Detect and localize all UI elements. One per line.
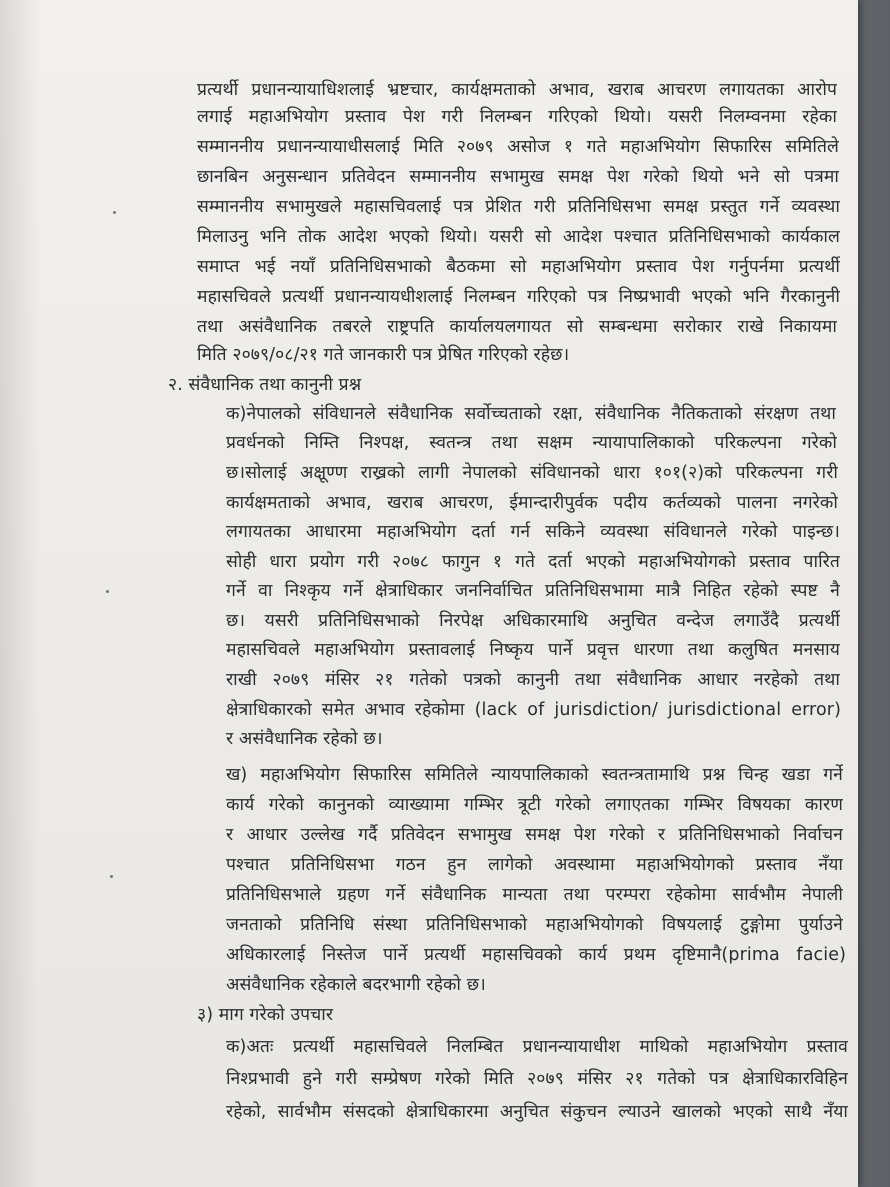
section2-ka-line: क्षेत्राधिकारको समेत अभाव रहेकोमा (lack of jurisdiction/ jurisdictional error): [226, 700, 841, 720]
section-heading: २. संवैधानिक तथा कानुनी प्रश्न: [168, 375, 362, 395]
intro-line: लगाई महाअभियोग प्रस्ताव पेश गरी निलम्बन गरिएको थियो। यसरी निलम्वनमा रहेका: [197, 107, 837, 127]
section2-ka-line: र असंवैधानिक रहेको छ।: [226, 729, 383, 749]
section2-kha-line: ख) महाअभियोग सिफारिस समितिले न्यायपालिकाको स्वतन्त्रतामाथि प्रश्न चिन्ह खडा गर्ने: [226, 765, 843, 785]
page-edge-shadow: [0, 0, 40, 1187]
section3-ka-line: रहेको, सार्वभौम संसदको क्षेत्राधिकारमा अनुचित संकुचन ल्याउने खालको भएको साथै नँया: [226, 1102, 848, 1122]
section2-ka-line: छ।सोलाई अक्षूण्ण राख्रको लागी नेपालको संविधानको धारा १०१(२)को परिकल्पना गरी: [226, 463, 838, 483]
section2-ka-line: राखी २०७९ मंसिर २१ गतेको पत्रको कानुनी तथा संवैधानिक आधार नरहेको तथा: [226, 670, 840, 690]
paper-speck: [113, 211, 116, 214]
section2-ka-line: सोही धारा प्रयोग गरी २०७८ फागुन १ गते दर्ता भएको महाअभियोगको प्रस्ताव पारित: [226, 552, 840, 572]
section2-kha-line: कार्य गरेको कानुनको व्याख्यामा गम्भिर त्रूटी गरेको लगाएतका गम्भिर विषयका कारण: [226, 795, 843, 815]
section2-kha-line: प्रतिनिधिसभाले ग्रहण गर्ने संवैधानिक मान्यता तथा परम्परा रहेकोमा सार्वभौम नेपाली: [226, 885, 843, 905]
intro-line: सम्माननीय प्रधानन्यायाधीसलाई मिति २०७९ असोज १ गते महाअभियोग सिफारिस समितिले: [197, 137, 839, 157]
section2-kha-line: असंवैधानिक रहेकाले बदरभागी रहेको छ।: [226, 975, 486, 995]
section3-ka-line: निश्प्रभावी हुने गरी सम्प्रेषण गरेको मिति २०७९ मंसिर २१ गतेको पत्र क्षेत्राधिकारविहिन: [226, 1069, 848, 1089]
section2-ka-line: प्रवर्धनको निम्ति निश्पक्ष, स्वतन्त्र तथा सक्षम न्यायापालिकाको परिकल्पना गरेको: [226, 433, 837, 453]
section2-ka-line: लगायतका आधारमा महाअभियोग दर्ता गर्न सकिने व्यवस्था संविधानले गरेको पाइन्छ।: [226, 522, 840, 542]
intro-line: महासचिवले प्रत्यर्थी प्रधानन्यायधीशलाई निलम्बन गरिएको पत्र निष्प्रभावी भएको भनि गैरकानुनी: [197, 287, 840, 307]
paper-speck: [110, 875, 113, 878]
intro-line: प्रत्यर्थी प्रधानन्यायाधिशलाई भ्रष्टचार, कार्यक्षमताको अभाव, खराब आचरण लगायतका आरोप: [197, 80, 837, 100]
intro-line: छानबिन अनुसन्धान प्रतिवेदन सम्माननीय सभामुख समक्ष पेश गरेको थियो भने सो पत्रमा: [197, 167, 839, 187]
section2-kha-line: पश्चात प्रतिनिधिसभा गठन हुन लागेको अवस्थामा महाअभियोगको प्रस्ताव नँया: [226, 855, 843, 875]
section2-ka-line: महासचिवले महाअभियोग प्रस्तावलाई निष्कृय पार्ने प्रवृत्त धारणा तथा कलुषित मनसाय: [226, 640, 840, 660]
intro-line: तथा असंवैधानिक तबरले राष्ट्रपति कार्यालयलगायत सो सम्बन्धमा सरोकार राखे निकायमा: [197, 317, 837, 337]
section2-ka-line: गर्ने वा निश्कृय गर्ने क्षेत्राधिकार जननिर्वाचित प्रतिनिधिसभामा मात्रै निहित रहेको स्पष्ट नै: [226, 581, 840, 601]
intro-line: मिलाउनु भनि तोक आदेश भएको थियो। यसरी सो आदेश पश्चात प्रतिनिधिसभाको कार्यकाल: [197, 227, 840, 247]
section2-kha-line: जनताको प्रतिनिधि संस्था प्रतिनिधिसभाको महाअभियोगको विषयलाई टुङ्गोमा पुर्याउने: [226, 915, 843, 935]
section3-ka-line: क)अतः प्रत्यर्थी महासचिवले निलम्बित प्रधानन्यायाधीश माथिको महाअभियोग प्रस्ताव: [226, 1037, 848, 1057]
paper-speck: [106, 590, 109, 593]
section-heading: ३) माग गरेको उपचार: [197, 1005, 334, 1025]
section2-kha-line: अधिकारलाई निस्तेज पार्ने प्रत्यर्थी महासचिवको कार्य प्रथम दृष्टिमानै(prima facie): [226, 945, 846, 965]
intro-line: सम्माननीय सभामुखले महासचिवलाई पत्र प्रेशित गरी प्रतिनिधिसभा समक्ष प्रस्तुत गर्ने व्यवस्था: [197, 197, 840, 217]
section2-ka-line: छ। यसरी प्रतिनिधिसभाको निरपेक्ष अधिकारमाथि अनुचित वन्देज लगाउँदै प्रत्यर्थी: [226, 611, 840, 631]
section2-ka-line: क)नेपालको संविधानले संवैधानिक सर्वोच्चताको रक्षा, संवैधानिक नैतिकताको संरक्षण तथा: [226, 404, 836, 424]
intro-line: समाप्त भई नयाँ प्रतिनिधिसभाको बैठकमा सो महाअभियोग प्रस्ताव पेश गर्नुपर्नमा प्रत्यर्थी: [197, 257, 840, 277]
section2-kha-line: र आधार उल्लेख गर्दै प्रतिवेदन सभामुख समक्ष पेश गरेको र प्रतिनिधिसभाको निर्वाचन: [226, 825, 843, 845]
section2-ka-line: कार्यक्षमताको अभाव, खराब आचरण, ईमान्दारीपुर्वक पदीय कर्तव्यको पालना नगरेको: [226, 493, 838, 513]
intro-line: मिति २०७९/०८/२१ गते जानकारी पत्र प्रेषित गरिएको रहेछ।: [197, 345, 570, 365]
